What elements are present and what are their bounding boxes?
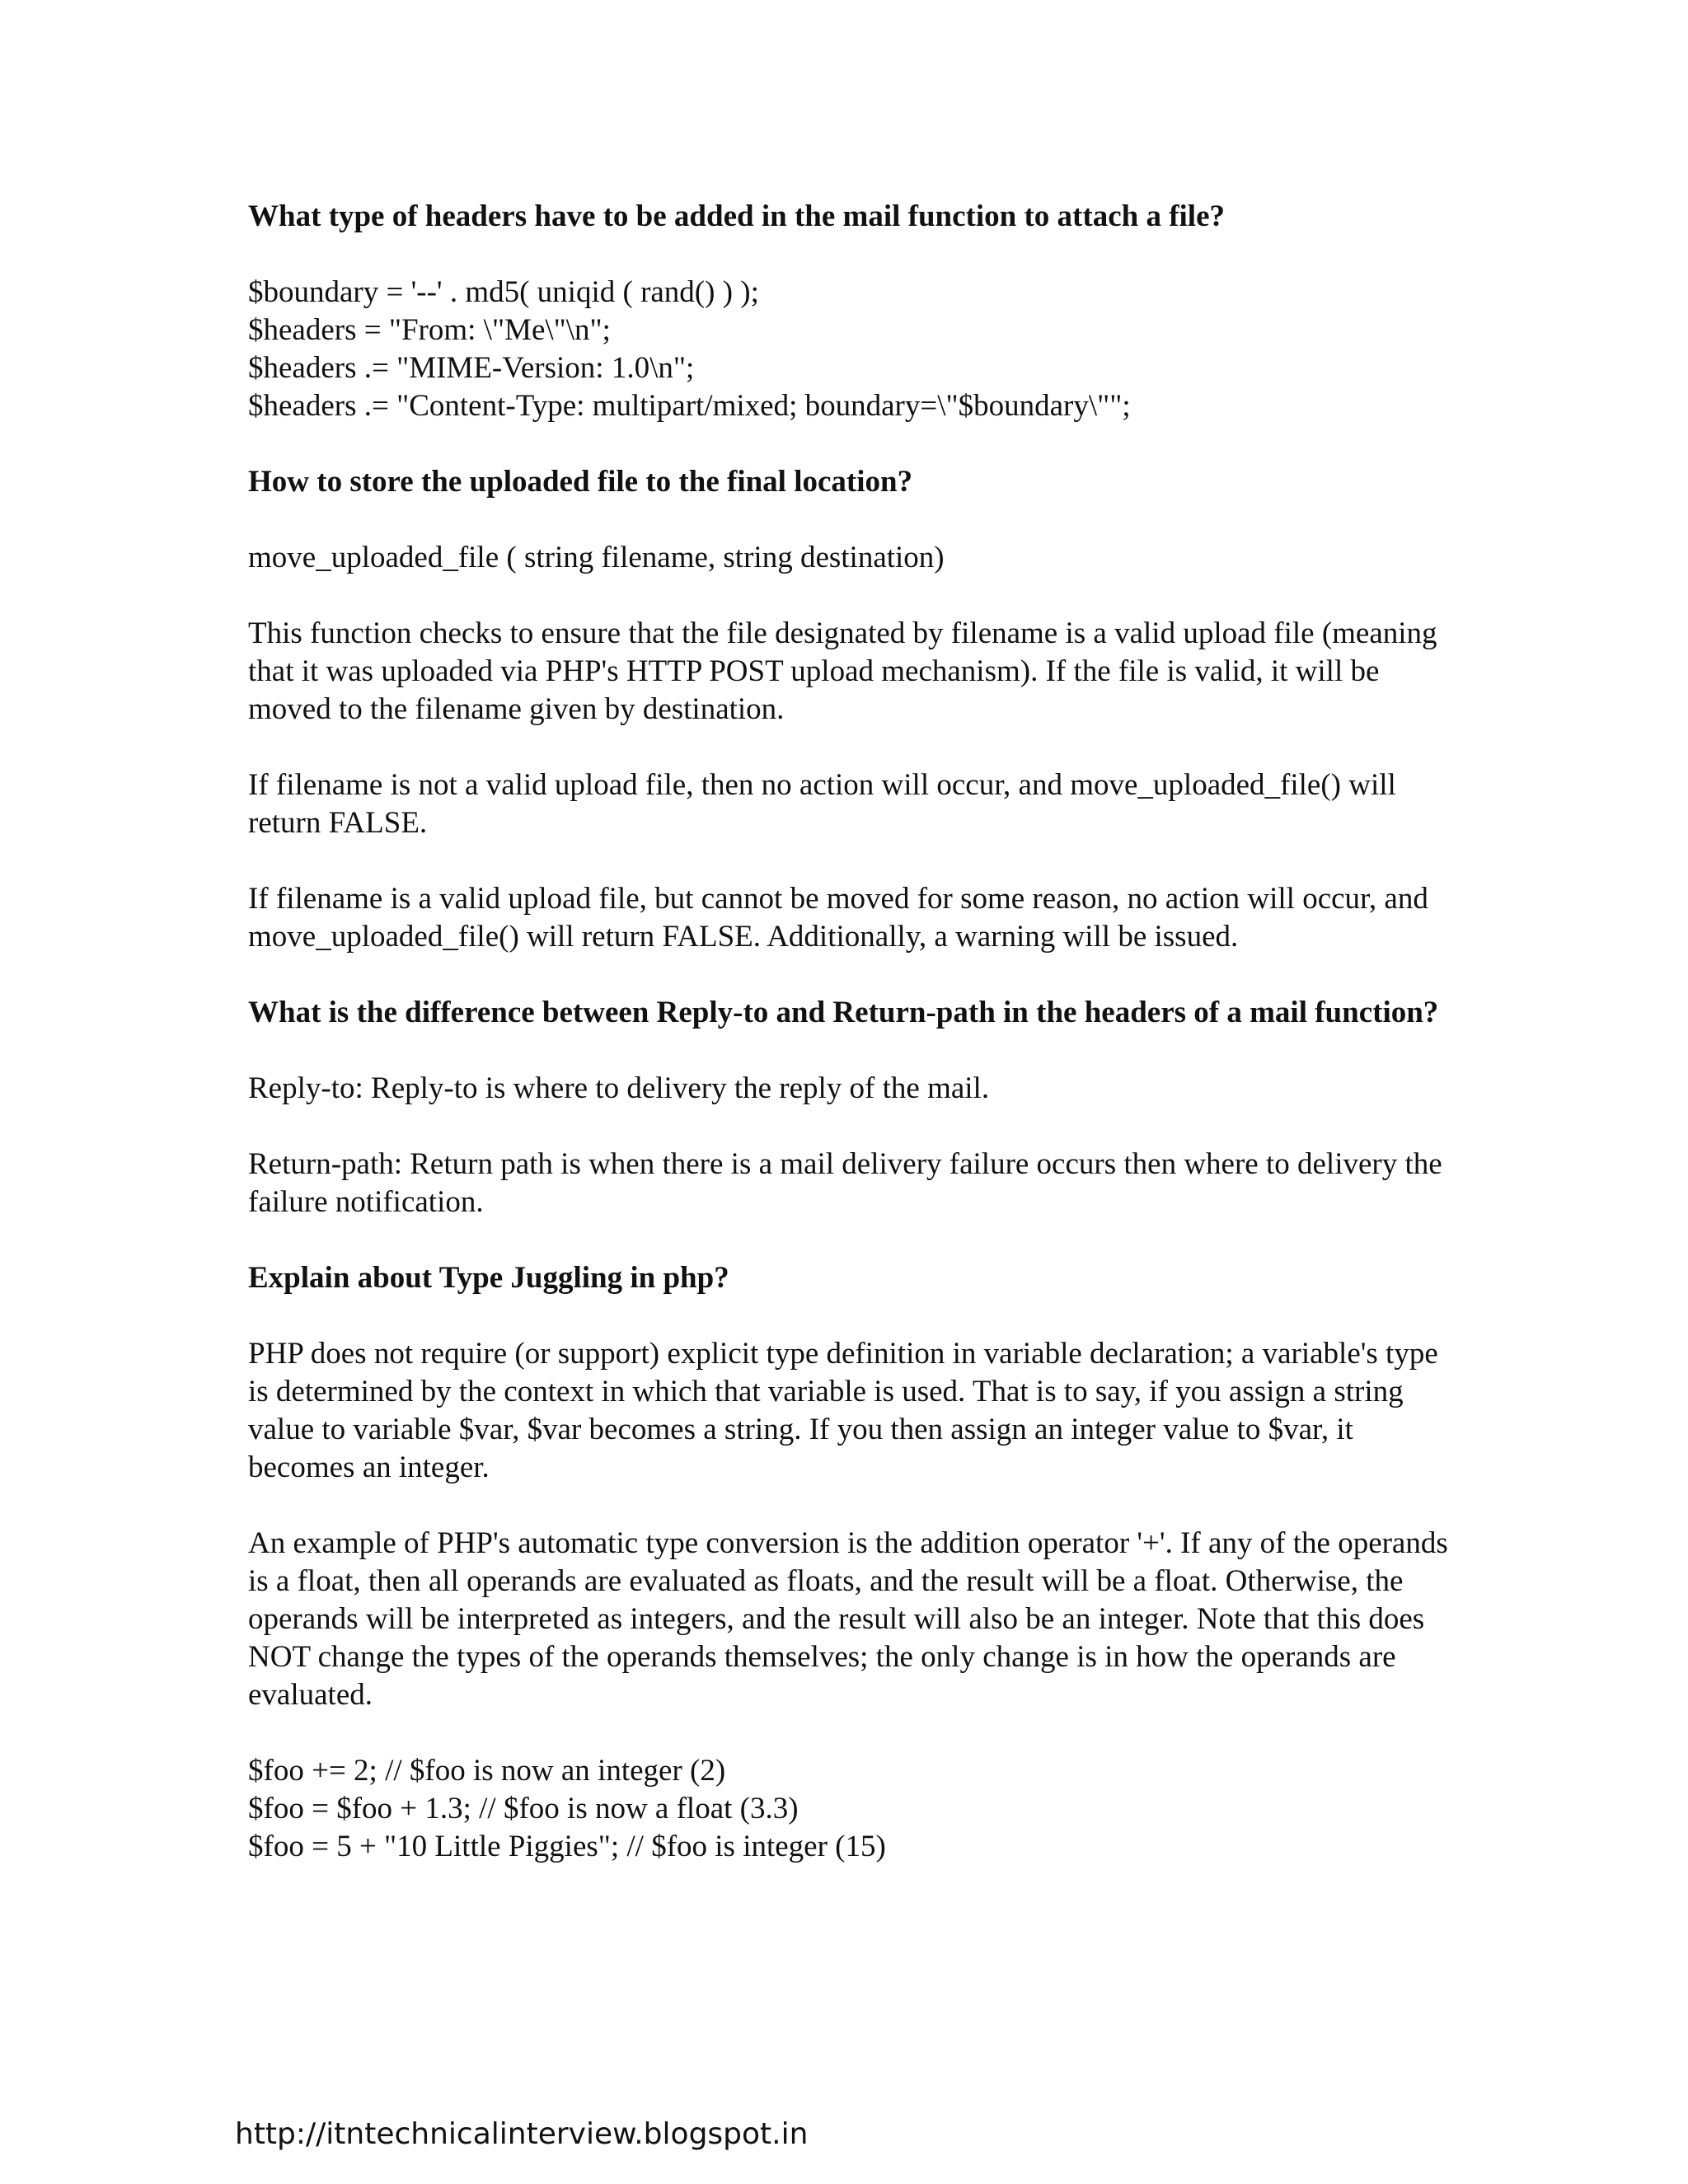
code-line: $foo = 5 + "10 Little Piggies"; // $foo is integer (15) <box>248 1830 886 1863</box>
code-line: $headers = "From: \"Me\"\n"; <box>248 313 611 347</box>
code-line: $foo += 2; // $foo is now an integer (2) <box>248 1754 726 1788</box>
answer-paragraph: An example of PHP's automatic type conversion is the addition operator '+'. If any of the operands is a float, then all operands are evaluated as floats, and the result will be a float. Otherwise, the operands will be interpreted as integers, and the result will also be an integer. Note that this does NOT change the types of the operands themselves; the only change is in how the operands are evaluated. <box>248 1526 1448 1712</box>
code-line: $headers .= "MIME-Version: 1.0\n"; <box>248 351 695 385</box>
answer-paragraph: Reply-to: Reply-to is where to delivery the reply of the mail. <box>248 1071 990 1105</box>
question-heading: How to store the uploaded file to the final location? <box>248 465 913 499</box>
question-heading: What is the difference between Reply-to and Return-path in the headers of a mail function? <box>248 996 1439 1029</box>
code-line: $foo = $foo + 1.3; // $foo is now a float (3.3) <box>248 1792 799 1825</box>
code-line: $boundary = '--' . md5( uniqid ( rand() ) ); <box>248 275 759 309</box>
answer-paragraph: If filename is a valid upload file, but cannot be moved for some reason, no action will occur, and move_uploaded_file() will return FALSE. Additionally, a warning will be issued. <box>248 882 1428 954</box>
document-body <box>248 198 1451 1904</box>
answer-paragraph: Return-path: Return path is when there is a mail delivery failure occurs then where to delivery the failure notification. <box>248 1147 1442 1219</box>
function-signature: move_uploaded_file ( string filename, string destination) <box>248 541 945 574</box>
answer-paragraph: If filename is not a valid upload file, then no action will occur, and move_uploaded_file() will return FALSE. <box>248 768 1396 840</box>
footer-url[interactable]: http://itntechnicalinterview.blogspot.in <box>235 2117 809 2151</box>
code-block <box>248 274 1451 425</box>
answer-paragraph: PHP does not require (or support) explicit type definition in variable declaration; a variable's type is determined by the context in which that variable is used. That is to say, if you assign a string value to variable $var, $var becomes a string. If you then assign an integer value to $var, it becomes an integer. <box>248 1337 1438 1484</box>
answer-paragraph: This function checks to ensure that the file designated by filename is a valid upload file (meaning that it was uploaded via PHP's HTTP POST upload mechanism). If the file is valid, it will be moved to the filename given by destination. <box>248 616 1437 726</box>
code-line: $headers .= "Content-Type: multipart/mixed; boundary=\"$boundary\""; <box>248 389 1131 423</box>
code-block <box>248 1752 1451 1866</box>
question-heading: Explain about Type Juggling in php? <box>248 1261 729 1295</box>
question-heading: What type of headers have to be added in the mail function to attach a file? <box>248 199 1225 233</box>
